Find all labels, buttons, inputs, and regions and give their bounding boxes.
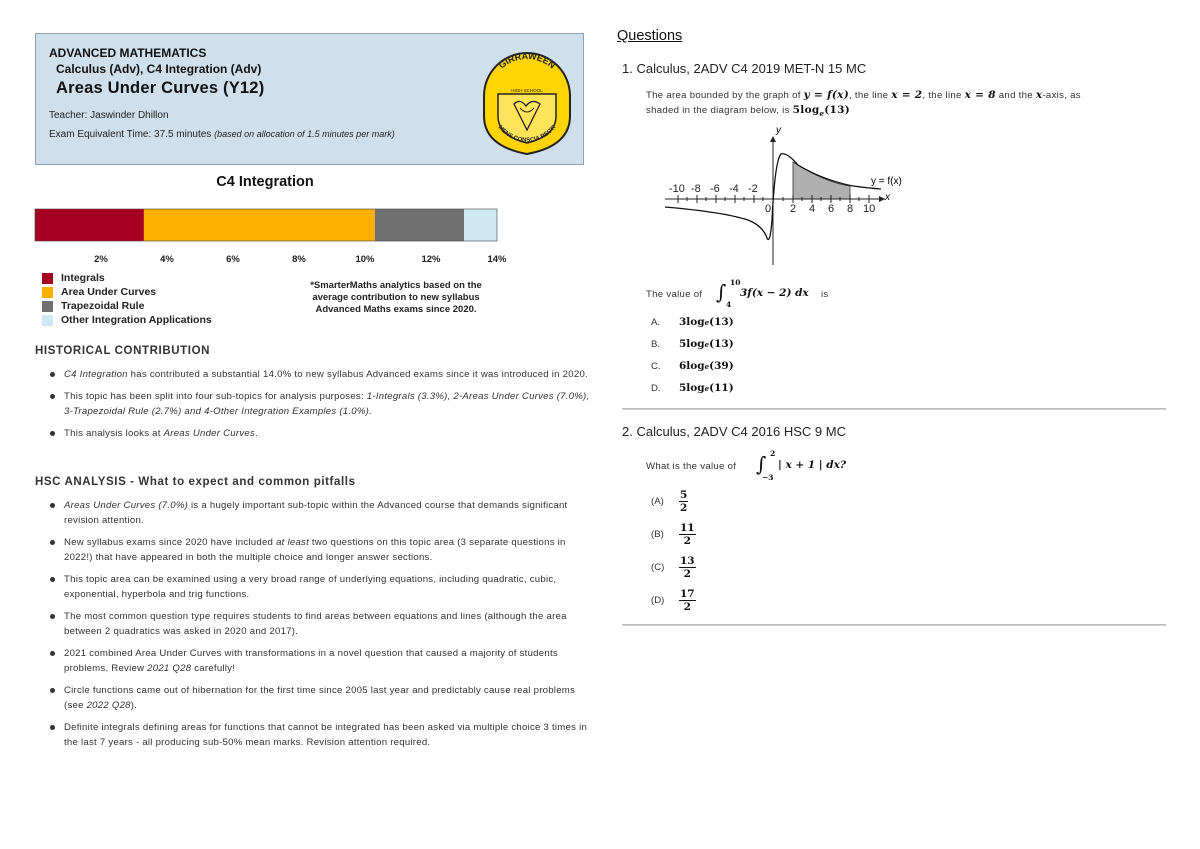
legend-item-integrals <box>42 271 212 285</box>
tick-label: -6 <box>710 183 720 195</box>
question-1-option-a[interactable]: A. 3log e (13) <box>651 316 734 328</box>
x-tick-label: 14% <box>487 254 507 265</box>
list-item: C4 Integration has contributed a substantial 14.0% to new syllabus Advanced exams since it was introduced in 2020. <box>50 367 590 382</box>
x-tick-label: 4% <box>160 254 174 265</box>
legend-swatch <box>42 287 53 298</box>
tick-label: 8 <box>847 203 854 215</box>
question-2-option-c[interactable]: (C) $\frac{13}{2}$ <box>651 555 695 580</box>
school-crest-logo <box>476 46 578 156</box>
bar-segment-area-under-curves <box>144 209 375 241</box>
list-item: Areas Under Curves (7.0%) is a hugely important sub-topic within the Advanced course that demands significant revision attention. <box>50 498 590 528</box>
x-tick-label: 2% <box>94 254 108 265</box>
tick-label: -10 <box>669 183 685 195</box>
question-2-prompt: What is the value of <box>646 461 737 472</box>
question-2-option-a[interactable]: (A) $\frac{5}{2}$ <box>651 489 688 514</box>
question-1-integral: ∫ 10 4 3f(x − 2) dx <box>716 278 809 309</box>
list-item: This topic area can be examined using a very broad range of underlying equations, including quadratic, cubic, exponential, hyperbola and trig functions. <box>50 572 590 602</box>
question-1-option-d[interactable]: D. 5log e (11) <box>651 382 734 394</box>
hsc-analysis-list <box>50 498 590 757</box>
legend-item-area-under-curves <box>42 285 212 299</box>
bar-segment-integrals <box>35 209 144 241</box>
tick-label: 6 <box>828 203 835 215</box>
crest-text-mid: HIGH SCHOOL <box>511 88 543 93</box>
question-1-text: The area bounded by the graph of y = f(x), the line x = 2, the line x = 8 and the x-axis, as shaded in the diagram below, is $5\log_e(13)$ <box>646 89 1081 118</box>
question-1-prompt: The value of <box>646 289 703 300</box>
chart-legend <box>42 271 212 327</box>
teacher-line <box>49 110 169 121</box>
exam-time-value: 37.5 minutes <box>154 129 212 140</box>
question-2-integral: ∫ 2 −3 | x + 1 | dx? <box>756 449 847 482</box>
list-item: This analysis looks at Areas Under Curves. <box>50 426 590 441</box>
legend-swatch <box>42 301 53 312</box>
question-1-option-b[interactable]: B. 5log e (13) <box>651 338 734 350</box>
tick-label: 4 <box>809 203 816 215</box>
crest-text-top: GIRRAWEEN <box>496 50 558 71</box>
chart-note: *SmarterMaths analytics based on the average contribution to new syllabus Advanced Maths exams since 2020. <box>310 280 482 315</box>
legend-swatch <box>42 315 53 326</box>
question-1-option-c[interactable]: C. 6log e (39) <box>651 360 734 372</box>
page-title: Areas Under Curves (Y12) <box>56 79 265 97</box>
x-axis-label: x <box>885 192 890 203</box>
tick-label: -8 <box>691 183 701 195</box>
questions-heading: Questions <box>617 28 683 44</box>
historical-list <box>50 367 590 448</box>
list-item: Definite integrals defining areas for functions that cannot be integrated has been asked via multiple choice 3 times in the last 7 years - all producing sub-50% mean marks. Revision attention required. <box>50 720 590 750</box>
list-item: This topic has been split into four sub-topics for analysis purposes: 1-Integrals (3.3%), 2-Areas Under Curves (7.0%), 3-Trapezoidal Rule (2.7%) and 4-Other Integration Examples (1.0%). <box>50 389 590 419</box>
list-item: Circle functions came out of hibernation for the first time since 2005 last year and predictably cause real problems (see 2022 Q28). <box>50 683 590 713</box>
x-tick-label: 8% <box>292 254 306 265</box>
exam-time-note: (based on allocation of 1.5 minutes per mark) <box>214 129 395 139</box>
question-2-option-d[interactable]: (D) $\frac{17}{2}$ <box>651 588 695 613</box>
legend-swatch <box>42 273 53 284</box>
tick-label: 2 <box>790 203 797 215</box>
legend-label: Other Integration Applications <box>61 314 212 326</box>
tick-label: 0 <box>765 203 772 215</box>
crest-motto: MENS CONSCIA RECTI <box>496 124 558 144</box>
question-2-title: 2. Calculus, 2ADV C4 2016 HSC 9 MC <box>622 424 846 439</box>
bar-segment-other-integration-applications <box>464 209 497 241</box>
bar-segment-trapezoidal-rule <box>375 209 464 241</box>
teacher-label: Teacher: <box>49 110 88 121</box>
teacher-name: Jaswinder Dhillon <box>90 110 169 121</box>
divider <box>622 408 1166 410</box>
course-label: Calculus (Adv), C4 Integration (Adv) <box>56 62 262 76</box>
legend-label: Area Under Curves <box>61 286 157 298</box>
list-item: The most common question type requires students to find areas between equations and lines (although the area between 2 quadratics was asked in 2020 and 2017). <box>50 609 590 639</box>
question-2-option-b[interactable]: (B) $\frac{11}{2}$ <box>651 522 695 547</box>
legend-item-other-applications <box>42 313 212 327</box>
header-box <box>35 33 584 165</box>
subject-label: ADVANCED MATHEMATICS <box>49 46 207 60</box>
list-item: 2021 combined Area Under Curves with transformations in a novel question that caused a majority of students problems. Review 2021 Q28 carefully! <box>50 646 590 676</box>
list-item: New syllabus exams since 2020 have included at least two questions on this topic area (3 separate questions in 2022!) that have appeared in both the multiple choice and longer answer sections. <box>50 535 590 565</box>
legend-label: Trapezoidal Rule <box>61 300 145 312</box>
chart-title: C4 Integration <box>216 174 314 190</box>
tick-label: 10 <box>863 203 876 215</box>
x-tick-label: 12% <box>421 254 441 265</box>
y-axis-label: y <box>776 125 781 136</box>
divider <box>622 624 1166 626</box>
tick-label: -2 <box>748 183 758 195</box>
question-1-title: 1. Calculus, 2ADV C4 2019 MET-N 15 MC <box>622 61 867 76</box>
stacked-bar-chart <box>30 200 510 270</box>
question-1-suffix: is <box>821 289 829 300</box>
legend-label: Integrals <box>61 272 105 284</box>
legend-item-trapezoidal-rule <box>42 299 212 313</box>
tick-label: -4 <box>729 183 739 195</box>
function-graph <box>663 120 913 270</box>
curve-label: y = f(x) <box>871 176 902 187</box>
x-tick-label: 6% <box>226 254 240 265</box>
historical-heading: HISTORICAL CONTRIBUTION <box>35 345 211 357</box>
exam-time-line <box>49 129 395 140</box>
hsc-analysis-heading: HSC ANALYSIS - What to expect and common pitfalls <box>35 476 356 488</box>
exam-time-label: Exam Equivalent Time: <box>49 129 152 140</box>
x-tick-label: 10% <box>355 254 375 265</box>
